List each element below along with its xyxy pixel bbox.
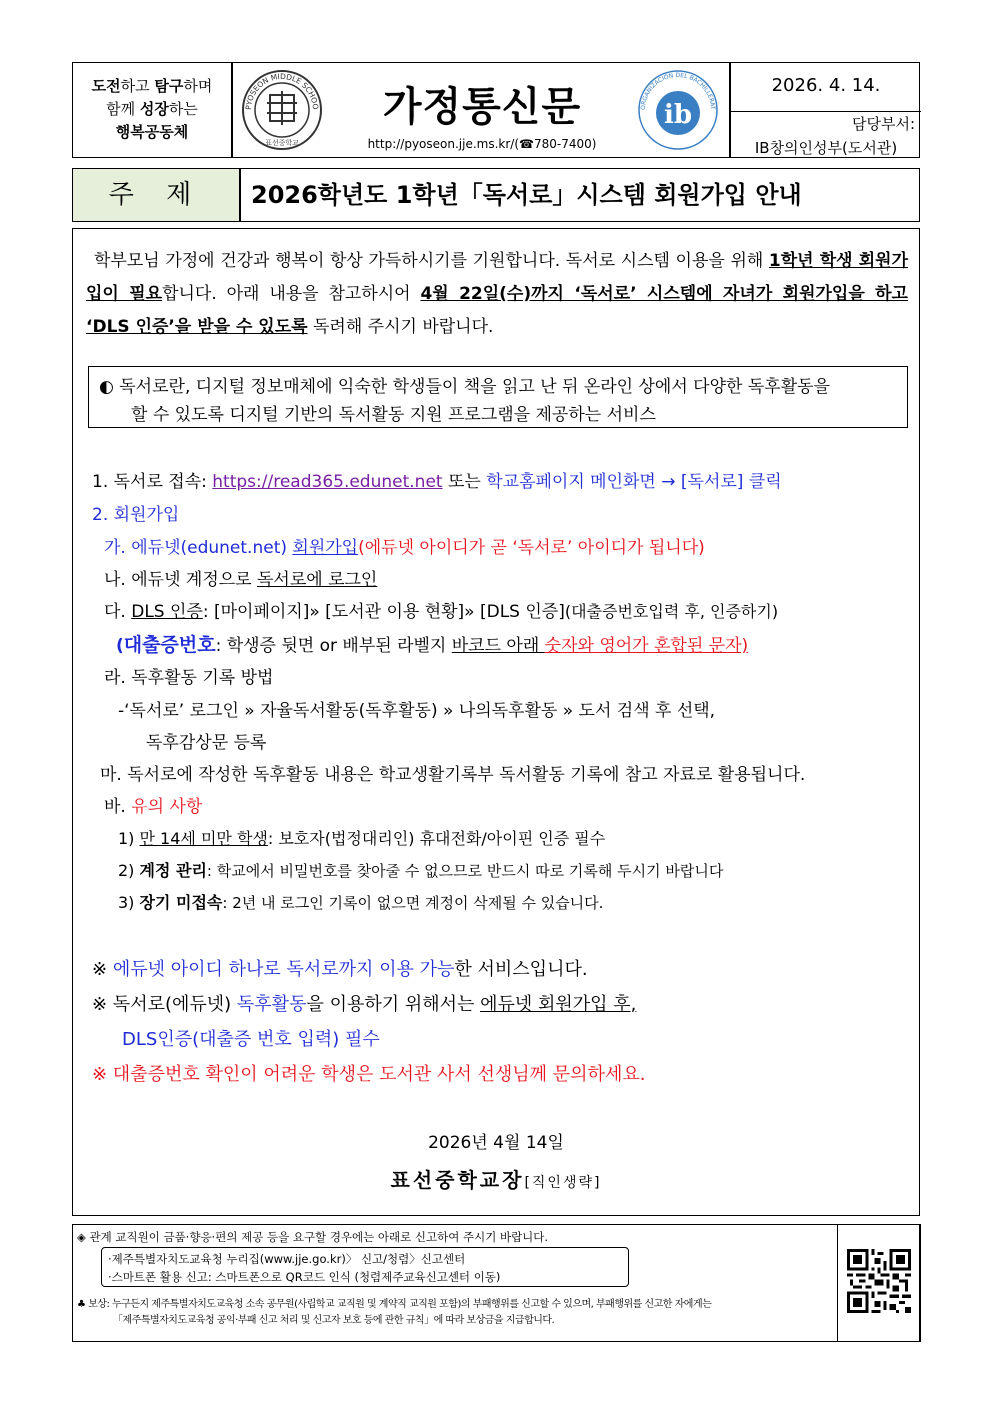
- sign-block: [0, 1164, 992, 1193]
- intro-text: 학부모님 가정에 건강과 행복이 항상 가득하시기를 기원합니다. 독서로 시스템 이용을 위해: [94, 251, 769, 271]
- qr-code-icon[interactable]: [847, 1249, 911, 1313]
- department-name: IB창의인성부(도서관): [754, 139, 898, 157]
- subject-title: 2026학년도 1학년「독서로」시스템 회원가입 안내: [251, 181, 802, 209]
- seal-ring-text: PYOSEON MIDDLE SCHOO: [243, 71, 321, 111]
- reward-notice-1: ♣ 보상: 누구든지 제주특별자치도교육청 소속 공무원(사립학교 교직원 및 계약직 교직원 포함)의 부패행위를 신고할 수 있으며, 부패행위를 신고한 자에게는: [77, 1299, 712, 1310]
- step-da: 다. DLS 인증: [마이페이지]» [도서관 이용 현황]» [DLS 인증](대출증번호입력 후, 인증하기): [104, 602, 779, 622]
- report-smartphone: ·스마트폰 활용 신고: 스마트폰으로 QR코드 인식 (청렴제주교육신고센터 이동): [108, 1270, 501, 1284]
- notice-line-2: 할 수 있도록 디지털 기반의 독서활동 지원 프로그램을 제공하는 서비스: [131, 405, 656, 425]
- sign-date: 2026년 4월 14일: [428, 1133, 564, 1153]
- step-ma: 마. 독서로에 작성한 독후활동 내용은 학교생활기록부 독서활동 기록에 참고 자료로 활용됩니다.: [100, 765, 806, 785]
- login-text: 독서로에 로그인: [257, 570, 378, 590]
- subject-label: 주 제: [73, 169, 241, 221]
- step-na: 나. 에듀넷 계정으로 독서로에 로그인: [104, 570, 378, 590]
- caution-heading: 유의 사항: [131, 797, 203, 817]
- step-1: 1. 독서로 접속: https://read365.edunet.net 또는 학교홈페이지 메인화면 → [독서로] 클릭: [92, 472, 782, 492]
- step-ra-1: -‘독서로’ 로그인 » 자율독서활동(독후활동) » 나의독후활동 » 도서 검색 후 선택,: [118, 701, 716, 721]
- homepage-path: 학교홈페이지 메인화면 → [독서로] 클릭: [486, 472, 782, 492]
- seal-school-name: 표선중학교: [265, 139, 299, 147]
- principal-name: 표선중학교장: [390, 1168, 525, 1192]
- caution-1: 1) 만 14세 미만 학생: 보호자(법정대리인) 휴대전화/아이핀 인증 필수: [118, 829, 606, 848]
- school-url: http://pyoseon.jje.ms.kr/(☎780-7400): [367, 137, 597, 151]
- long-inactive-text: 장기 미접속: [139, 893, 223, 912]
- note-2: ※ 독서로(에듀넷) 독후활동을 이용하기 위해서는 에듀넷 회원가입 후,: [92, 994, 637, 1015]
- dls-auth-tail: (대출증번호입력 후, 인증하기): [564, 602, 779, 621]
- school-motto: [72, 62, 232, 158]
- intro-text: 독려해 주시기 바랍니다.: [307, 317, 494, 337]
- half-circle-icon: ◐: [99, 377, 114, 397]
- footer-box: [72, 1224, 920, 1342]
- motto-word-explore: 탐구: [154, 77, 184, 95]
- edunet-signup-text: 에듀넷 회원가입 후,: [480, 994, 637, 1015]
- step-ba: 바. 유의 사항: [104, 797, 203, 817]
- intro-paragraph: [86, 245, 908, 344]
- issue-date: 2026. 4. 14.: [771, 75, 881, 96]
- motto-word-challenge: 도전: [91, 77, 121, 95]
- caution-3: 3) 장기 미접속: 2년 내 로그인 기록이 없으면 계정이 삭제될 수 있습니다.: [118, 893, 604, 912]
- reading-activity-text: 독후활동: [236, 994, 307, 1015]
- ib-ring-text: ORGANIZACIÓN DEL BACHILLERAT: [639, 71, 717, 111]
- intro-text: 합니다. 아래 내용을 참고하시어: [162, 284, 421, 304]
- header-info: [730, 62, 920, 158]
- notice-box: [88, 366, 908, 428]
- stamp-omitted: [직인생략]: [524, 1175, 602, 1191]
- caution-2: 2) 계정 관리: 학교에서 비밀번호를 찾아줄 수 없으므로 반드시 따로 기록해 두시기 바랍니다: [118, 861, 724, 880]
- ib-mark: ib: [663, 100, 693, 130]
- note-2-line-2: DLS인증(대출증 번호 입력) 필수: [122, 1029, 380, 1050]
- subject-bar: [72, 168, 920, 222]
- step-2: 2. 회원가입: [92, 505, 180, 525]
- header-center: [232, 62, 730, 158]
- motto-text: 함께: [106, 100, 140, 118]
- under-14-text: 만 14세 미만 학생: [139, 829, 268, 848]
- id-note: (에듀넷 아이디가 곧 ‘독서로’ 아이디가 됩니다): [358, 538, 705, 558]
- motto-text: 하며: [183, 77, 213, 95]
- notice-line-1: 독서로란, 디지털 정보매체에 익숙한 학생들이 책을 읽고 난 뒤 온라인 상에서 다양한 독후활동을: [119, 377, 830, 397]
- report-website[interactable]: ·제주특별자치도교육청 누리집(www.jje.go.kr)〉 신고/청렴〉신고센터: [108, 1252, 466, 1266]
- motto-community: 행복공동체: [115, 123, 189, 141]
- step-ra-2: 독후감상문 등록: [146, 733, 267, 753]
- read365-link[interactable]: https://read365.edunet.net: [212, 472, 443, 492]
- report-notice: ◈ 관계 교직원이 금품·향응·편의 제공 등을 요구할 경우에는 아래로 신고하여 주시기 바랍니다.: [77, 1230, 549, 1244]
- step-ra: 라. 독후활동 기록 방법: [104, 668, 274, 688]
- ib-logo: [637, 69, 719, 151]
- note-3: ※ 대출증번호 확인이 어려운 학생은 도서관 사서 선생님께 문의하세요.: [92, 1064, 646, 1085]
- reward-notice-2: 「제주특별자치도교육청 공익·부패 신고 처리 및 신고자 보호 등에 관한 규칙」에 따라 보상금을 지급합니다.: [113, 1315, 555, 1326]
- motto-word-grow: 성장: [139, 100, 169, 118]
- barcode-below-text: 바코드 아래: [451, 636, 545, 656]
- single-id-text: 에듀넷 아이디 하나로 독서로까지 이용 가능: [112, 959, 455, 980]
- mixed-char-text: 숫자와 영어가 혼합된 문자): [544, 636, 749, 656]
- department-label: 담당부서:: [851, 115, 915, 133]
- motto-text: 하는: [168, 100, 198, 118]
- motto-text: 하고: [120, 77, 155, 95]
- intro-emphasis-deadline: 4월 22일(수)까지 ‘독서로’ 시스템에 자녀가 회원가입을 하고 ‘DLS 인증’을 받을 수 있도록: [86, 284, 908, 337]
- intro-emphasis-signup: 1학년 학생 회원가입이 필요: [86, 251, 908, 304]
- report-channels: [101, 1247, 629, 1287]
- library-card-number: 대출증번호: [123, 634, 216, 656]
- signup-text: 회원가입: [292, 538, 359, 558]
- account-management-text: 계정 관리: [139, 861, 207, 880]
- step-ga: 가. 에듀넷(edunet.net) 회원가입(에듀넷 아이디가 곧 ‘독서로’ 아이디가 됩니다): [104, 538, 705, 558]
- dls-auth-text: DLS 인증: [131, 602, 203, 622]
- step-da-note: (대출증번호: 학생증 뒷면 or 배부된 라벨지 바코드 아래 숫자와 영어가 혼합된 문자): [116, 634, 749, 656]
- note-1: ※ 에듀넷 아이디 하나로 독서로까지 이용 가능한 서비스입니다.: [92, 959, 588, 980]
- document-title: 가정통신문: [382, 84, 582, 130]
